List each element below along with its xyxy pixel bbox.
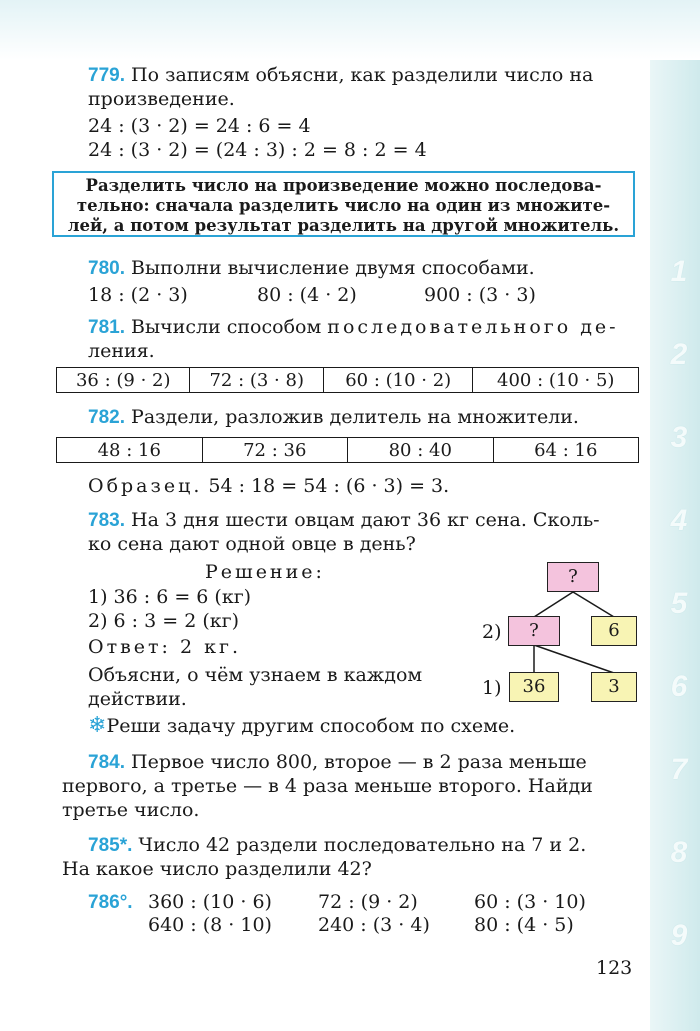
side-tab-3: 3 (670, 421, 688, 454)
task-number: 785*. (88, 835, 133, 856)
task-781-line2: ления. (88, 340, 155, 362)
task-782-line: 782. Раздели, разложив делитель на множители. (88, 406, 579, 428)
table-cell: 80 : 40 (348, 438, 494, 463)
task-780-expr: 18 : (2 · 3) (88, 284, 188, 306)
side-tab-5: 5 (670, 587, 688, 620)
side-tab-4: 4 (670, 504, 688, 537)
task-780-line: 780. Выполни вычисление двумя способами. (88, 257, 535, 279)
scheme-box-mid-right: 6 (591, 616, 637, 646)
task-784-line2: первого, а третье — в 4 раза меньше второго. Найди (62, 775, 593, 797)
scheme-label-2: 2) (482, 621, 502, 643)
task-784-line3: третье число. (62, 799, 200, 821)
task-786-num (88, 890, 133, 915)
solution-label: Решение: (205, 561, 325, 583)
table-cell: 400 : (10 · 5) (473, 368, 639, 393)
side-tab-7: 7 (670, 753, 688, 786)
explain-line: действии. (88, 688, 187, 710)
scheme-label-1: 1) (482, 677, 502, 699)
task-779-line1: 779. По записям объясни, как разделили число на (88, 64, 594, 86)
page-number: 123 (596, 957, 633, 979)
table-cell: 60 : (10 · 2) (323, 368, 473, 393)
side-tab-9: 9 (670, 919, 688, 952)
table-cell: 36 : (9 · 2) (57, 368, 190, 393)
task-786-expr: 80 : (4 · 5) (474, 914, 574, 936)
scheme-box-top: ? (547, 562, 599, 592)
task-780-expr: 80 : (4 · 2) (257, 284, 357, 306)
rule-line: лей, а потом результат разделить на другой множитель. (67, 216, 620, 235)
table-cell: 72 : (3 · 8) (190, 368, 323, 393)
side-tab-8: 8 (670, 836, 688, 869)
task-782-sample: Образец. 54 : 18 = 54 : (6 · 3) = 3. (88, 475, 450, 497)
task-786-expr: 640 : (8 · 10) (148, 914, 272, 936)
scheme-box-bot-right: 3 (591, 672, 637, 702)
task-number: 779. (88, 65, 125, 86)
side-tab-6: 6 (670, 670, 688, 703)
task-786-expr: 72 : (9 · 2) (318, 891, 418, 913)
table-cell: 48 : 16 (57, 438, 203, 463)
task-780-expr: 900 : (3 · 3) (424, 284, 536, 306)
task-number: 780. (88, 258, 125, 279)
other-way-line: ❄Реши задачу другим способом по схеме. (88, 713, 516, 738)
solution-step: 1) 36 : 6 = 6 (кг) (88, 586, 252, 608)
rule-line: Разделить число на произведение можно последова- (85, 176, 602, 195)
solution-step: 2) 6 : 3 = 2 (кг) (88, 610, 239, 632)
side-tab-1: 1 (670, 255, 688, 288)
task-number: 782. (88, 407, 125, 428)
task-783-line2: ко сена дают одной овце в день? (88, 533, 416, 555)
scheme-box-bot-left: 36 (509, 672, 559, 702)
side-tab-2: 2 (670, 338, 688, 371)
explain-line: Объясни, о чём узнаем в каждом (88, 664, 423, 686)
task-number: 783. (88, 510, 125, 531)
task-number: 781. (88, 317, 125, 338)
task-number: 784. (88, 752, 125, 773)
task-783-line1: 783. На 3 дня шести овцам дают 36 кг сена. Сколь- (88, 509, 600, 531)
task-785-line1: 785*. Число 42 раздели последовательно на 7 и 2. (88, 834, 587, 856)
task-779-eq1: 24 : (3 · 2) = 24 : 6 = 4 (88, 115, 311, 137)
task-781-line1: 781. Вычисли способом последовательного де- (88, 316, 619, 338)
rule-line: тельно: сначала разделить число на один из множите- (76, 196, 611, 215)
task-785-line2: На какое число разделили 42? (62, 858, 372, 880)
task-786-expr: 360 : (10 · 6) (148, 891, 272, 913)
answer-line: Ответ: 2 кг. (88, 636, 241, 658)
task-786-expr: 240 : (3 · 4) (318, 914, 430, 936)
table-cell: 72 : 36 (202, 438, 348, 463)
snowflake-icon: ❄ (88, 713, 107, 738)
task-779-eq2: 24 : (3 · 2) = (24 : 3) : 2 = 8 : 2 = 4 (88, 139, 427, 161)
scheme-box-mid-left: ? (508, 616, 560, 646)
table-cell: 64 : 16 (493, 438, 639, 463)
task-779-line2: произведение. (88, 88, 235, 110)
task-number: 786°. (88, 892, 133, 913)
task-784-line1: 784. Первое число 800, второе — в 2 раза меньше (88, 751, 587, 773)
task-786-expr: 60 : (3 · 10) (474, 891, 586, 913)
